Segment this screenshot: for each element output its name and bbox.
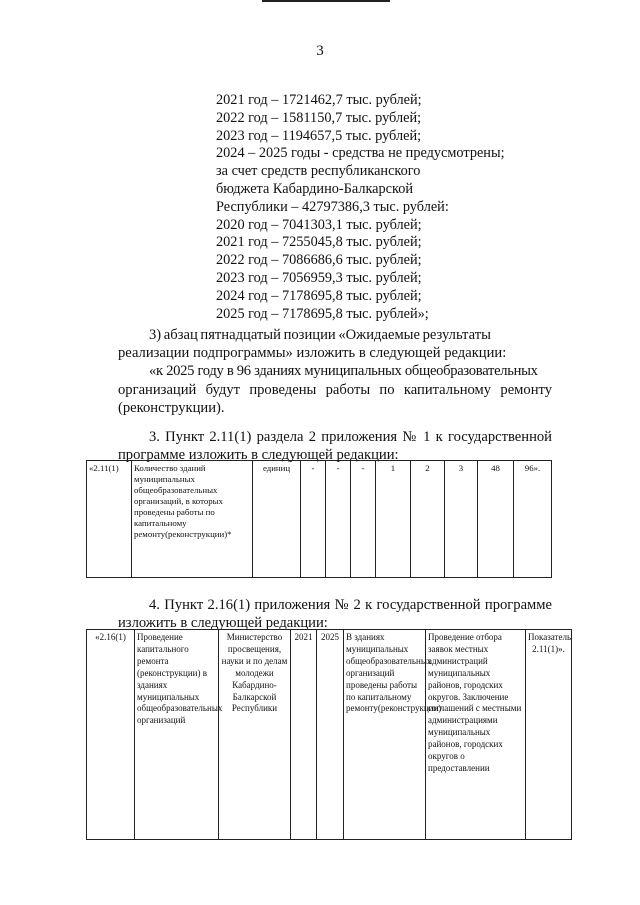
table-cell: 48	[478, 461, 514, 578]
item3-quote-line1: «к 2025 году в 96 зданиях муниципальных общеобразовательных	[149, 363, 538, 380]
financing-line: 2020 год – 7041303,1 тыс. рублей;	[216, 216, 422, 233]
financing-line: 2023 год – 1194657,5 тыс. рублей;	[216, 127, 422, 144]
table-cell: Проведение капитального ремонта (реконструкции) в зданиях муниципальных общеобразовательных организаций	[135, 630, 219, 840]
section4-line1: 4. Пункт 2.16(1) приложения № 2 к государственной программе	[149, 597, 552, 613]
financing-line: 2022 год – 7086686,6 тыс. рублей;	[216, 252, 422, 269]
table-cell: В зданиях муниципальных общеобразовательных организаций проведены работы по капитальному ремонту(реконструкции)	[344, 630, 426, 840]
financing-line: 2021 год – 1721462,7 тыс. рублей;	[216, 92, 422, 108]
table-cell: 2025	[317, 630, 344, 840]
financing-list	[216, 92, 505, 323]
financing-line: 2025 год – 7178695,8 тыс. рублей»;	[216, 305, 429, 322]
table-cell: -	[301, 461, 326, 578]
table-cell: Количество зданий муниципальных общеобразовательных организаций, в которых проведены работы по капитальному ремонту(реконструкции)*	[132, 461, 253, 578]
table-cell: Показатель 2.11(1)».	[526, 630, 572, 840]
financing-line: 2022 год – 1581150,7 тыс. рублей;	[216, 109, 422, 126]
table-cell: 2021	[291, 630, 317, 840]
section3-line1: 3. Пункт 2.11(1) раздела 2 приложения № 1 к государственной	[149, 429, 552, 445]
table-row	[87, 630, 572, 840]
indicator-table	[86, 460, 552, 578]
table-cell: 1	[376, 461, 411, 578]
table-cell: Проведение отбора заявок местных администраций муниципальных районов, городских округов. Заключение соглашений с местными администрациями муниципальных районов, городских округов о предоставлении	[426, 630, 526, 840]
table-cell: единиц	[253, 461, 301, 578]
item3-paragraph	[118, 326, 552, 417]
section3-paragraph	[118, 428, 552, 464]
section3-line2: программе изложить в следующей редакции:	[118, 447, 399, 464]
section4-line2: изложить в следующей редакции:	[118, 615, 328, 632]
table-cell: -	[351, 461, 376, 578]
section4-paragraph	[118, 596, 552, 632]
financing-line: 2024 – 2025 годы - средства не предусмотрены;	[216, 145, 505, 162]
table-cell: «2.11(1)	[87, 461, 132, 578]
top-rule	[262, 0, 390, 2]
page-number: 3	[316, 43, 324, 59]
item3-quote-line3: (реконструкции).	[118, 399, 225, 416]
financing-line: за счет средств республиканского	[216, 163, 421, 180]
table-cell: 3	[445, 461, 478, 578]
item3-line1: 3) абзац пятнадцатый позиции «Ожидаемые результаты	[149, 327, 491, 343]
table-cell: -	[326, 461, 351, 578]
table-cell: 2	[411, 461, 445, 578]
table-cell: 96».	[514, 461, 552, 578]
item3-quote-line2: организаций будут проведены работы по капитальному ремонту	[118, 381, 552, 398]
table-cell: Министерство просвещения, науки и по делам молодежи Кабардино-Балкарской Республики	[219, 630, 291, 840]
table-row	[87, 461, 552, 578]
item3-line2: реализации подпрограммы» изложить в следующей редакции:	[118, 345, 507, 362]
financing-line: бюджета Кабардино-Балкарской	[216, 180, 414, 197]
financing-line: 2023 год – 7056959,3 тыс. рублей;	[216, 269, 422, 286]
table-cell: «2.16(1)	[87, 630, 135, 840]
financing-line: 2021 год – 7255045,8 тыс. рублей;	[216, 234, 422, 251]
activity-table	[86, 629, 572, 840]
financing-line: 2024 год – 7178695,8 тыс. рублей;	[216, 287, 422, 304]
financing-line: Республики – 42797386,3 тыс. рублей:	[216, 198, 449, 215]
